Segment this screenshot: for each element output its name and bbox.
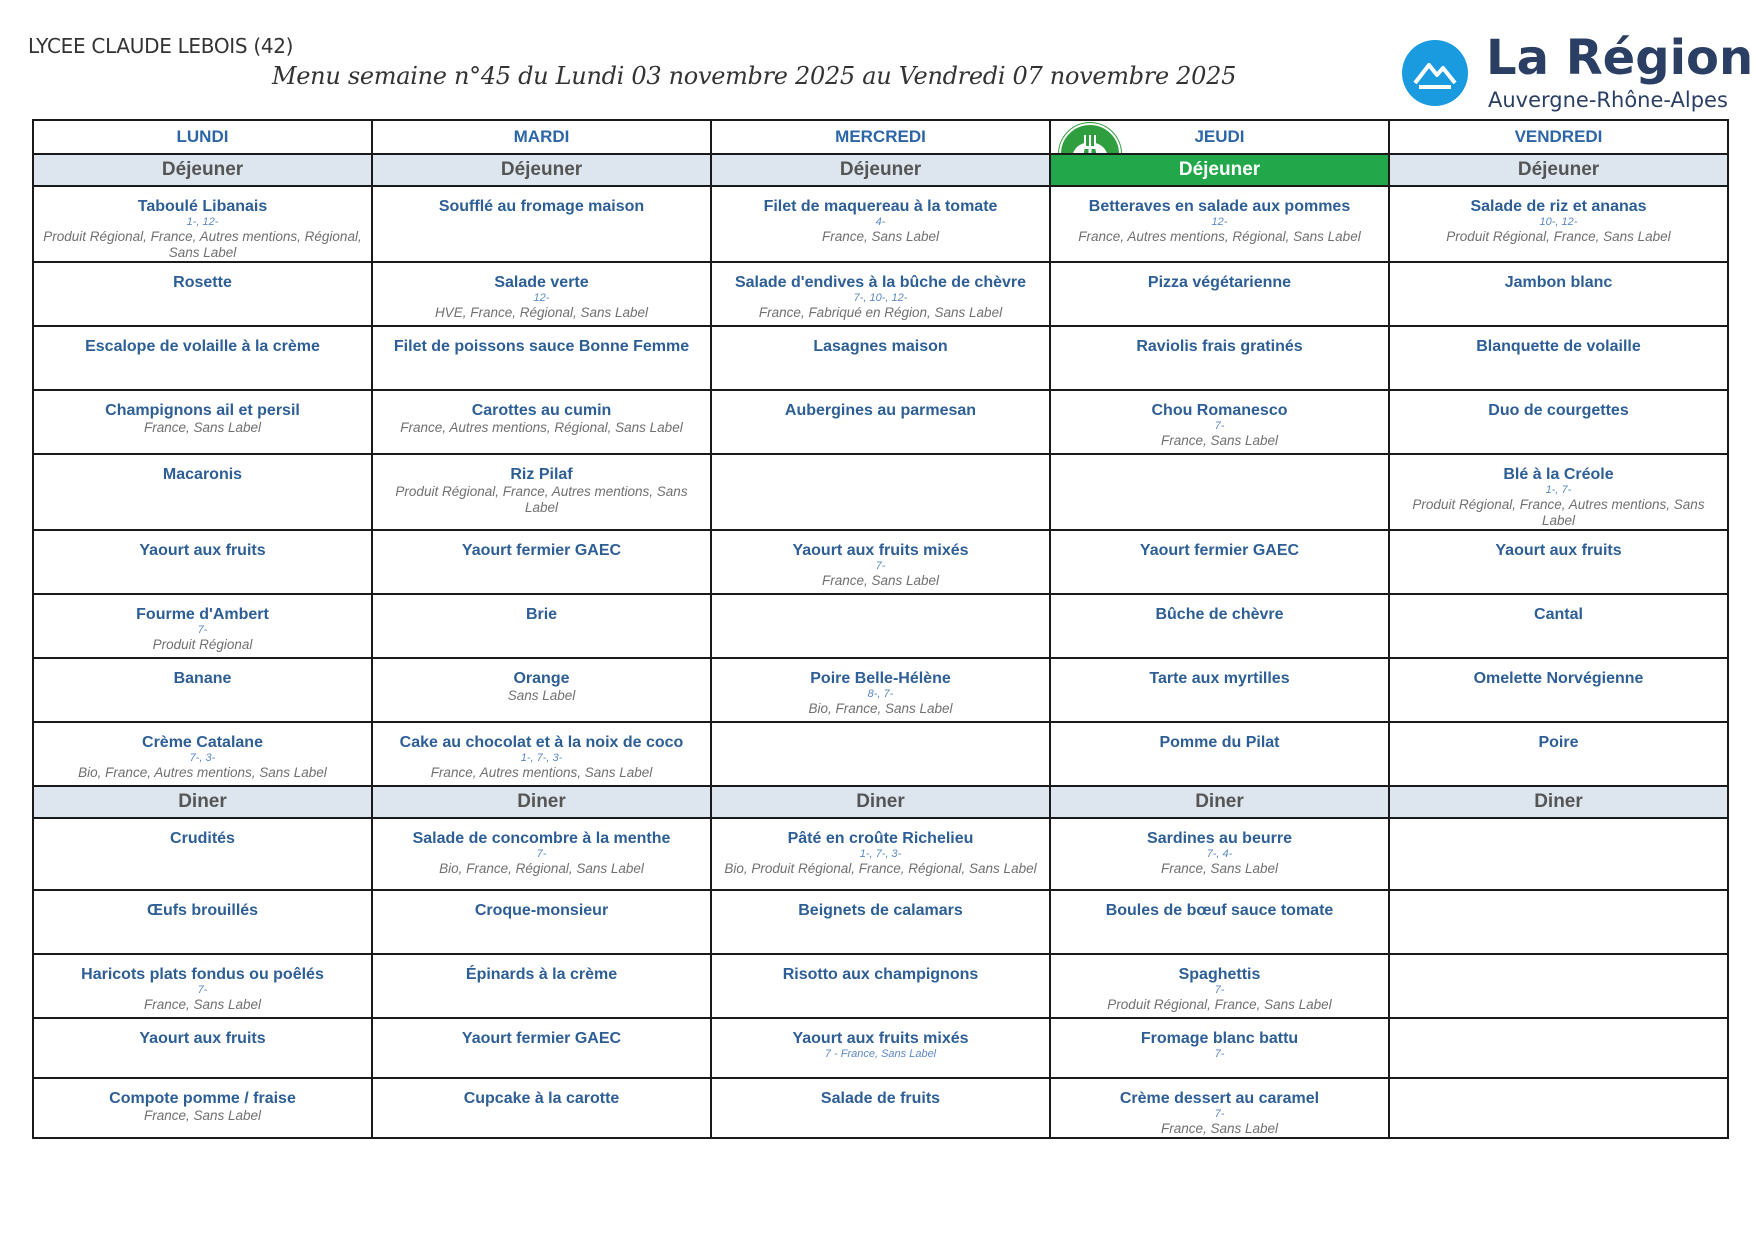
dish-name: Poire Belle-Hélène [810, 670, 951, 687]
dish-name: Banane [173, 670, 232, 687]
dejeuner-label: Déjeuner [372, 154, 711, 186]
allergen-codes: 7- [1214, 984, 1225, 996]
menu-cell [372, 1018, 711, 1078]
dish-name: Escalope de volaille à la crème [85, 338, 320, 355]
dish-name [1390, 1019, 1727, 1029]
origin-labels: France, Autres mentions, Régional, Sans Label [400, 420, 683, 435]
menu-cell [1389, 954, 1728, 1018]
dish-name [712, 723, 1049, 733]
allergen-codes: 7- [1214, 420, 1225, 432]
menu-cell [372, 454, 711, 530]
menu-cell [1389, 390, 1728, 454]
dish-name [1390, 955, 1727, 965]
dish-name: Pâté en croûte Richelieu [787, 830, 974, 847]
dish-name: Orange [513, 670, 570, 687]
dish-name: Lasagnes maison [813, 338, 948, 355]
menu-cell [372, 658, 711, 722]
origin-labels: Bio, Produit Régional, France, Régional, Sans Label [724, 861, 1037, 876]
allergen-codes: 1-, 7-, 3- [859, 848, 902, 860]
menu-cell [372, 1078, 711, 1138]
diner-band-row [33, 786, 1728, 818]
dish-name: Filet de poissons sauce Bonne Femme [393, 338, 690, 355]
allergen-codes: 1-, 12- [186, 216, 219, 228]
dish-name: Carottes au cumin [471, 402, 612, 419]
allergen-codes: 7- [197, 624, 208, 636]
diner-row [33, 890, 1728, 954]
dish-name: Chou Romanesco [1151, 402, 1288, 419]
dish-name: Cantal [1534, 606, 1583, 623]
dish-name: Yaourt aux fruits [1495, 542, 1622, 559]
menu-cell [711, 818, 1050, 890]
origin-labels: France, Sans Label [1160, 1121, 1279, 1136]
dish-name: Fromage blanc battu [1140, 1030, 1299, 1047]
origin-labels: Bio, France, Sans Label [808, 701, 953, 716]
dish-name: Omelette Norvégienne [1473, 670, 1644, 687]
dish-name: Macaronis [162, 466, 243, 483]
dish-name: Rosette [173, 274, 232, 291]
allergen-codes: 12- [533, 292, 550, 304]
menu-cell [1389, 594, 1728, 658]
allergen-codes: 1-, 7-, 3- [520, 752, 563, 764]
dish-name [1390, 1079, 1727, 1089]
menu-cell [1389, 530, 1728, 594]
menu-cell [1050, 454, 1389, 530]
origin-labels: France, Sans Label [143, 420, 262, 435]
menu-cell [33, 1078, 372, 1138]
menu-cell [1050, 954, 1389, 1018]
menu-cell [1050, 1078, 1389, 1138]
dish-name: Salade verte [494, 274, 589, 291]
allergen-codes: 7- [197, 984, 208, 996]
menu-cell [372, 722, 711, 786]
menu-cell [711, 186, 1050, 262]
day-label: LUNDI [176, 127, 229, 146]
menu-cell [33, 262, 372, 326]
dejeuner-row [33, 594, 1728, 658]
dish-name: Yaourt fermier GAEC [461, 1030, 622, 1047]
dish-name: Œufs brouillés [146, 902, 259, 919]
day-label: JEUDI [1194, 127, 1245, 146]
menu-table [32, 119, 1729, 1139]
origin-labels: Produit Régional, France, Autres mentions, Sans Label [1412, 497, 1705, 528]
menu-cell [711, 722, 1050, 786]
menu-cell [1389, 262, 1728, 326]
diner-label: Diner [1389, 786, 1728, 818]
dish-name: Haricots plats fondus ou poêlés [81, 966, 324, 983]
dish-name: Pomme du Pilat [1159, 734, 1280, 751]
dish-name: Crème Catalane [142, 734, 263, 751]
menu-cell [372, 326, 711, 390]
dejeuner-row [33, 186, 1728, 262]
school-name: LYCEE CLAUDE LEBOIS (42) [28, 34, 294, 58]
menu-cell [711, 454, 1050, 530]
region-logo-name: La Région [1486, 30, 1754, 86]
dish-name: Crudités [170, 830, 235, 847]
dejeuner-row [33, 262, 1728, 326]
diner-row [33, 818, 1728, 890]
dish-name: Yaourt fermier GAEC [461, 542, 622, 559]
dish-name: Risotto aux champignons [782, 966, 979, 983]
menu-cell [33, 390, 372, 454]
menu-cell [1050, 722, 1389, 786]
dish-name [1390, 819, 1727, 829]
dish-name: Salade de riz et ananas [1470, 198, 1647, 215]
dish-name: Cake au chocolat et à la noix de coco [399, 734, 684, 751]
menu-cell [1389, 454, 1728, 530]
dejeuner-row [33, 722, 1728, 786]
dish-name: Salade de concombre à la menthe [412, 830, 671, 847]
menu-cell [33, 530, 372, 594]
diner-row [33, 1078, 1728, 1138]
dish-name: Yaourt aux fruits [139, 1030, 266, 1047]
dejeuner-row [33, 454, 1728, 530]
menu-cell [1050, 594, 1389, 658]
allergen-codes: 12- [1211, 216, 1228, 228]
menu-cell [711, 262, 1050, 326]
menu-cell [1389, 326, 1728, 390]
allergen-codes: 7- [1214, 1048, 1225, 1060]
diner-label: Diner [372, 786, 711, 818]
menu-cell [1389, 658, 1728, 722]
menu-cell [372, 818, 711, 890]
dish-name: Yaourt aux fruits mixés [792, 1030, 969, 1047]
menu-cell [1050, 1018, 1389, 1078]
dejeuner-label: Déjeuner [711, 154, 1050, 186]
diner-label: Diner [33, 786, 372, 818]
dejeuner-label: Déjeuner [33, 154, 372, 186]
dish-name: Aubergines au parmesan [784, 402, 977, 419]
dish-name: Taboulé Libanais [137, 198, 268, 215]
dish-name: Poire [1538, 734, 1579, 751]
dish-name: Fourme d'Ambert [136, 606, 269, 623]
menu-cell [33, 1018, 372, 1078]
dejeuner-row [33, 530, 1728, 594]
dish-name: Blanquette de volaille [1476, 338, 1641, 355]
origin-labels: France, Sans Label [1160, 433, 1279, 448]
menu-cell [33, 454, 372, 530]
origin-labels: France, Sans Label [1160, 861, 1279, 876]
menu-cell [1389, 818, 1728, 890]
menu-cell [711, 530, 1050, 594]
dish-name: Sardines au beurre [1147, 830, 1292, 847]
dish-name: Croque-monsieur [474, 902, 609, 919]
region-logo [1402, 30, 1754, 114]
dish-name: Betteraves en salade aux pommes [1088, 198, 1351, 215]
diner-row [33, 954, 1728, 1018]
dish-name: Brie [525, 606, 558, 623]
menu-cell [1389, 890, 1728, 954]
menu-cell [33, 954, 372, 1018]
dish-name: Salade d'endives à la bûche de chèvre [734, 274, 1027, 291]
dish-name: Bûche de chèvre [1155, 606, 1284, 623]
day-label: MARDI [513, 127, 570, 146]
origin-labels: Produit Régional, France, Sans Label [1446, 229, 1671, 244]
menu-cell [711, 1078, 1050, 1138]
origin-labels: France, Autres mentions, Régional, Sans Label [1078, 229, 1361, 244]
menu-cell [33, 594, 372, 658]
allergen-codes: 7-, 10-, 12- [853, 292, 908, 304]
menu-cell [1389, 1018, 1728, 1078]
dejeuner-row [33, 390, 1728, 454]
diner-label: Diner [711, 786, 1050, 818]
day-header-jeudi [1050, 120, 1389, 154]
menu-cell [372, 530, 711, 594]
allergen-codes: 7-, 3- [189, 752, 216, 764]
menu-cell [372, 954, 711, 1018]
origin-labels: France, Fabriqué en Région, Sans Label [758, 305, 1003, 320]
day-header-mercredi [711, 120, 1050, 154]
menu-cell [711, 658, 1050, 722]
origin-labels: Produit Régional, France, Autres mentions, Régional, Sans Label [43, 229, 362, 260]
menu-cell [33, 818, 372, 890]
dish-name: Beignets de calamars [798, 902, 963, 919]
origin-labels: France, Autres mentions, Sans Label [430, 765, 653, 780]
dish-name: Compote pomme / fraise [109, 1090, 296, 1107]
origin-labels: Produit Régional [152, 637, 253, 652]
day-header-row [33, 120, 1728, 154]
menu-cell [711, 326, 1050, 390]
dejeuner-row [33, 326, 1728, 390]
menu-cell [372, 890, 711, 954]
dejeuner-band-row [33, 154, 1728, 186]
menu-cell [711, 390, 1050, 454]
menu-cell [372, 262, 711, 326]
origin-labels: HVE, France, Régional, Sans Label [434, 305, 649, 320]
menu-cell [1389, 186, 1728, 262]
menu-cell [711, 594, 1050, 658]
allergen-codes: 7 - France, Sans Label [824, 1048, 937, 1060]
allergen-codes: 7- [536, 848, 547, 860]
origin-labels: France, Sans Label [821, 229, 940, 244]
origin-labels: France, Sans Label [143, 997, 262, 1012]
origin-labels: Produit Régional, France, Sans Label [1107, 997, 1332, 1012]
origin-labels: France, Sans Label [821, 573, 940, 588]
menu-cell [1389, 722, 1728, 786]
dish-name: Raviolis frais gratinés [1136, 338, 1303, 355]
dish-name: Soufflé au fromage maison [438, 198, 645, 215]
menu-cell [33, 326, 372, 390]
allergen-codes: 7- [875, 560, 886, 572]
menu-cell [1050, 890, 1389, 954]
menu-cell [711, 1018, 1050, 1078]
dish-name: Champignons ail et persil [105, 402, 300, 419]
dish-name: Tarte aux myrtilles [1149, 670, 1290, 687]
dish-name [1051, 455, 1388, 465]
dejeuner-label: Déjeuner [1050, 154, 1389, 186]
region-logo-subtitle: Auvergne-Rhône-Alpes [1488, 88, 1728, 112]
day-header-mardi [372, 120, 711, 154]
dejeuner-label: Déjeuner [1389, 154, 1728, 186]
dish-name: Filet de maquereau à la tomate [763, 198, 998, 215]
allergen-codes: 7-, 4- [1206, 848, 1233, 860]
dish-name [712, 455, 1049, 465]
fork-leaf-icon [1059, 123, 1121, 154]
menu-cell [711, 954, 1050, 1018]
dejeuner-row [33, 658, 1728, 722]
menu-cell [1050, 658, 1389, 722]
origin-labels: Bio, France, Autres mentions, Sans Label [78, 765, 327, 780]
dish-name: Duo de courgettes [1488, 402, 1629, 419]
menu-cell [33, 890, 372, 954]
menu-cell [1050, 326, 1389, 390]
day-label: MERCREDI [835, 127, 926, 146]
dish-name: Pizza végétarienne [1147, 274, 1292, 291]
menu-cell [711, 890, 1050, 954]
origin-labels: France, Sans Label [143, 1108, 262, 1123]
menu-cell [1050, 262, 1389, 326]
dish-name: Blé à la Créole [1503, 466, 1614, 483]
allergen-codes: 10-, 12- [1539, 216, 1578, 228]
menu-cell [1050, 186, 1389, 262]
dish-name: Yaourt aux fruits mixés [792, 542, 969, 559]
menu-cell [372, 390, 711, 454]
dish-name: Spaghettis [1178, 966, 1261, 983]
diner-label: Diner [1050, 786, 1389, 818]
dish-name: Épinards à la crème [465, 966, 618, 983]
menu-cell [33, 658, 372, 722]
dish-name: Jambon blanc [1504, 274, 1613, 291]
menu-cell [33, 722, 372, 786]
day-label: VENDREDI [1514, 127, 1603, 146]
origin-labels: Bio, France, Régional, Sans Label [439, 861, 644, 876]
allergen-codes: 1-, 7- [1545, 484, 1572, 496]
menu-cell [1389, 1078, 1728, 1138]
region-logo-icon [1402, 40, 1468, 106]
allergen-codes: 7- [1214, 1108, 1225, 1120]
dish-name: Boules de bœuf sauce tomate [1105, 902, 1334, 919]
dish-name: Cupcake à la carotte [463, 1090, 620, 1107]
allergen-codes: 4- [875, 216, 886, 228]
menu-cell [1050, 530, 1389, 594]
dish-name: Salade de fruits [820, 1090, 941, 1107]
origin-labels: Produit Régional, France, Autres mentions, Sans Label [395, 484, 688, 515]
origin-labels: Sans Label [507, 688, 576, 703]
menu-cell [372, 594, 711, 658]
dish-name: Yaourt fermier GAEC [1139, 542, 1300, 559]
menu-cell [1050, 818, 1389, 890]
dish-name: Riz Pilaf [510, 466, 573, 483]
menu-cell [372, 186, 711, 262]
menu-cell [33, 186, 372, 262]
day-header-lundi [33, 120, 372, 154]
day-header-vendredi [1389, 120, 1728, 154]
dish-name [712, 595, 1049, 605]
menu-cell [1050, 390, 1389, 454]
dish-name: Crème dessert au caramel [1119, 1090, 1320, 1107]
dish-name: Yaourt aux fruits [139, 542, 266, 559]
allergen-codes: 8-, 7- [867, 688, 894, 700]
diner-row [33, 1018, 1728, 1078]
menu-title: Menu semaine n°45 du Lundi 03 novembre 2025 au Vendredi 07 novembre 2025 [272, 62, 1237, 90]
dish-name [1390, 891, 1727, 901]
